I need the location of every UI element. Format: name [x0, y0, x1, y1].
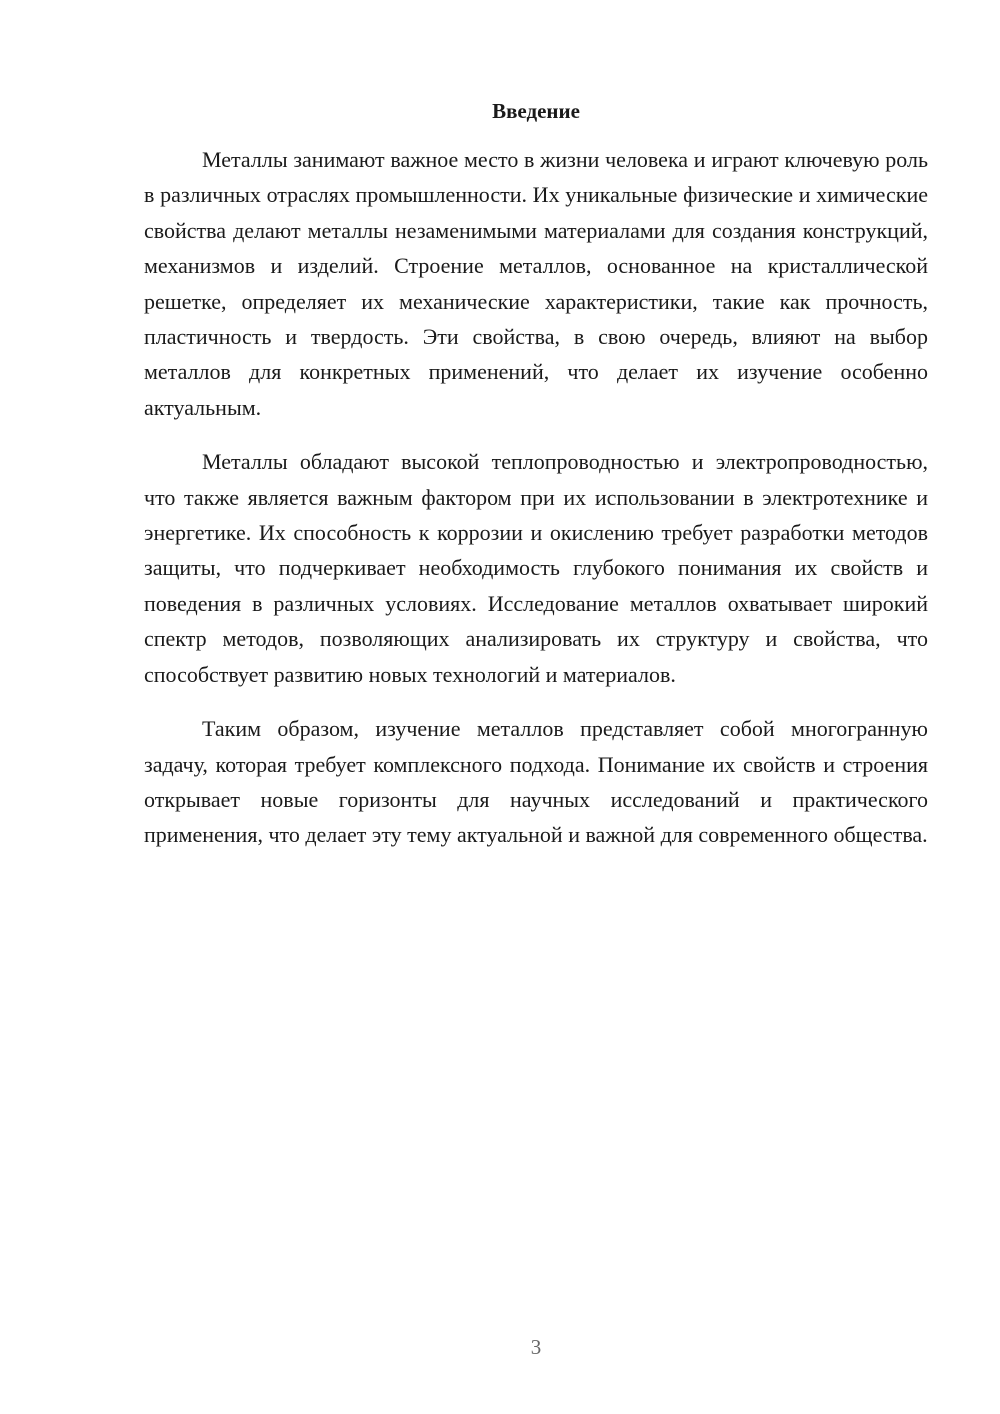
paragraph-1: Металлы занимают важное место в жизни человека и играют ключевую роль в различных отраслях промышленности. Их уникальные физические и химические свойства делают металлы незаменимыми материалами для создания конструкций, механизмов и изделий. Строение металлов, основанное на кристаллической решетке, определяет их механические характеристики, такие как прочность, пластичность и твердость. Эти свойства, в свою очередь, влияют на выбор металлов для конкретных применений, что делает их изучение особенно актуальным. [144, 147, 928, 420]
document-body [144, 142, 928, 872]
page-number: 3 [530, 1335, 542, 1359]
paragraph-2: Металлы обладают высокой теплопроводностью и электропроводностью, что также является важным фактором при их использовании в электротехнике и энергетике. Их способность к коррозии и окислению требует разработки методов защиты, что подчеркивает необходимость глубокого понимания их свойств и поведения в различных условиях. Исследование металлов охватывает широкий спектр методов, позволяющих анализировать их структуру и свойства, что способствует развитию новых технологий и материалов. [144, 449, 928, 687]
section-title: Введение [492, 99, 580, 123]
paragraph-3: Таким образом, изучение металлов представляет собой многогранную задачу, которая требует комплексного подхода. Понимание их свойств и строения открывает новые горизонты для научных исследований и практического применения, что делает эту тему актуальной и важной для современного общества. [144, 716, 928, 848]
